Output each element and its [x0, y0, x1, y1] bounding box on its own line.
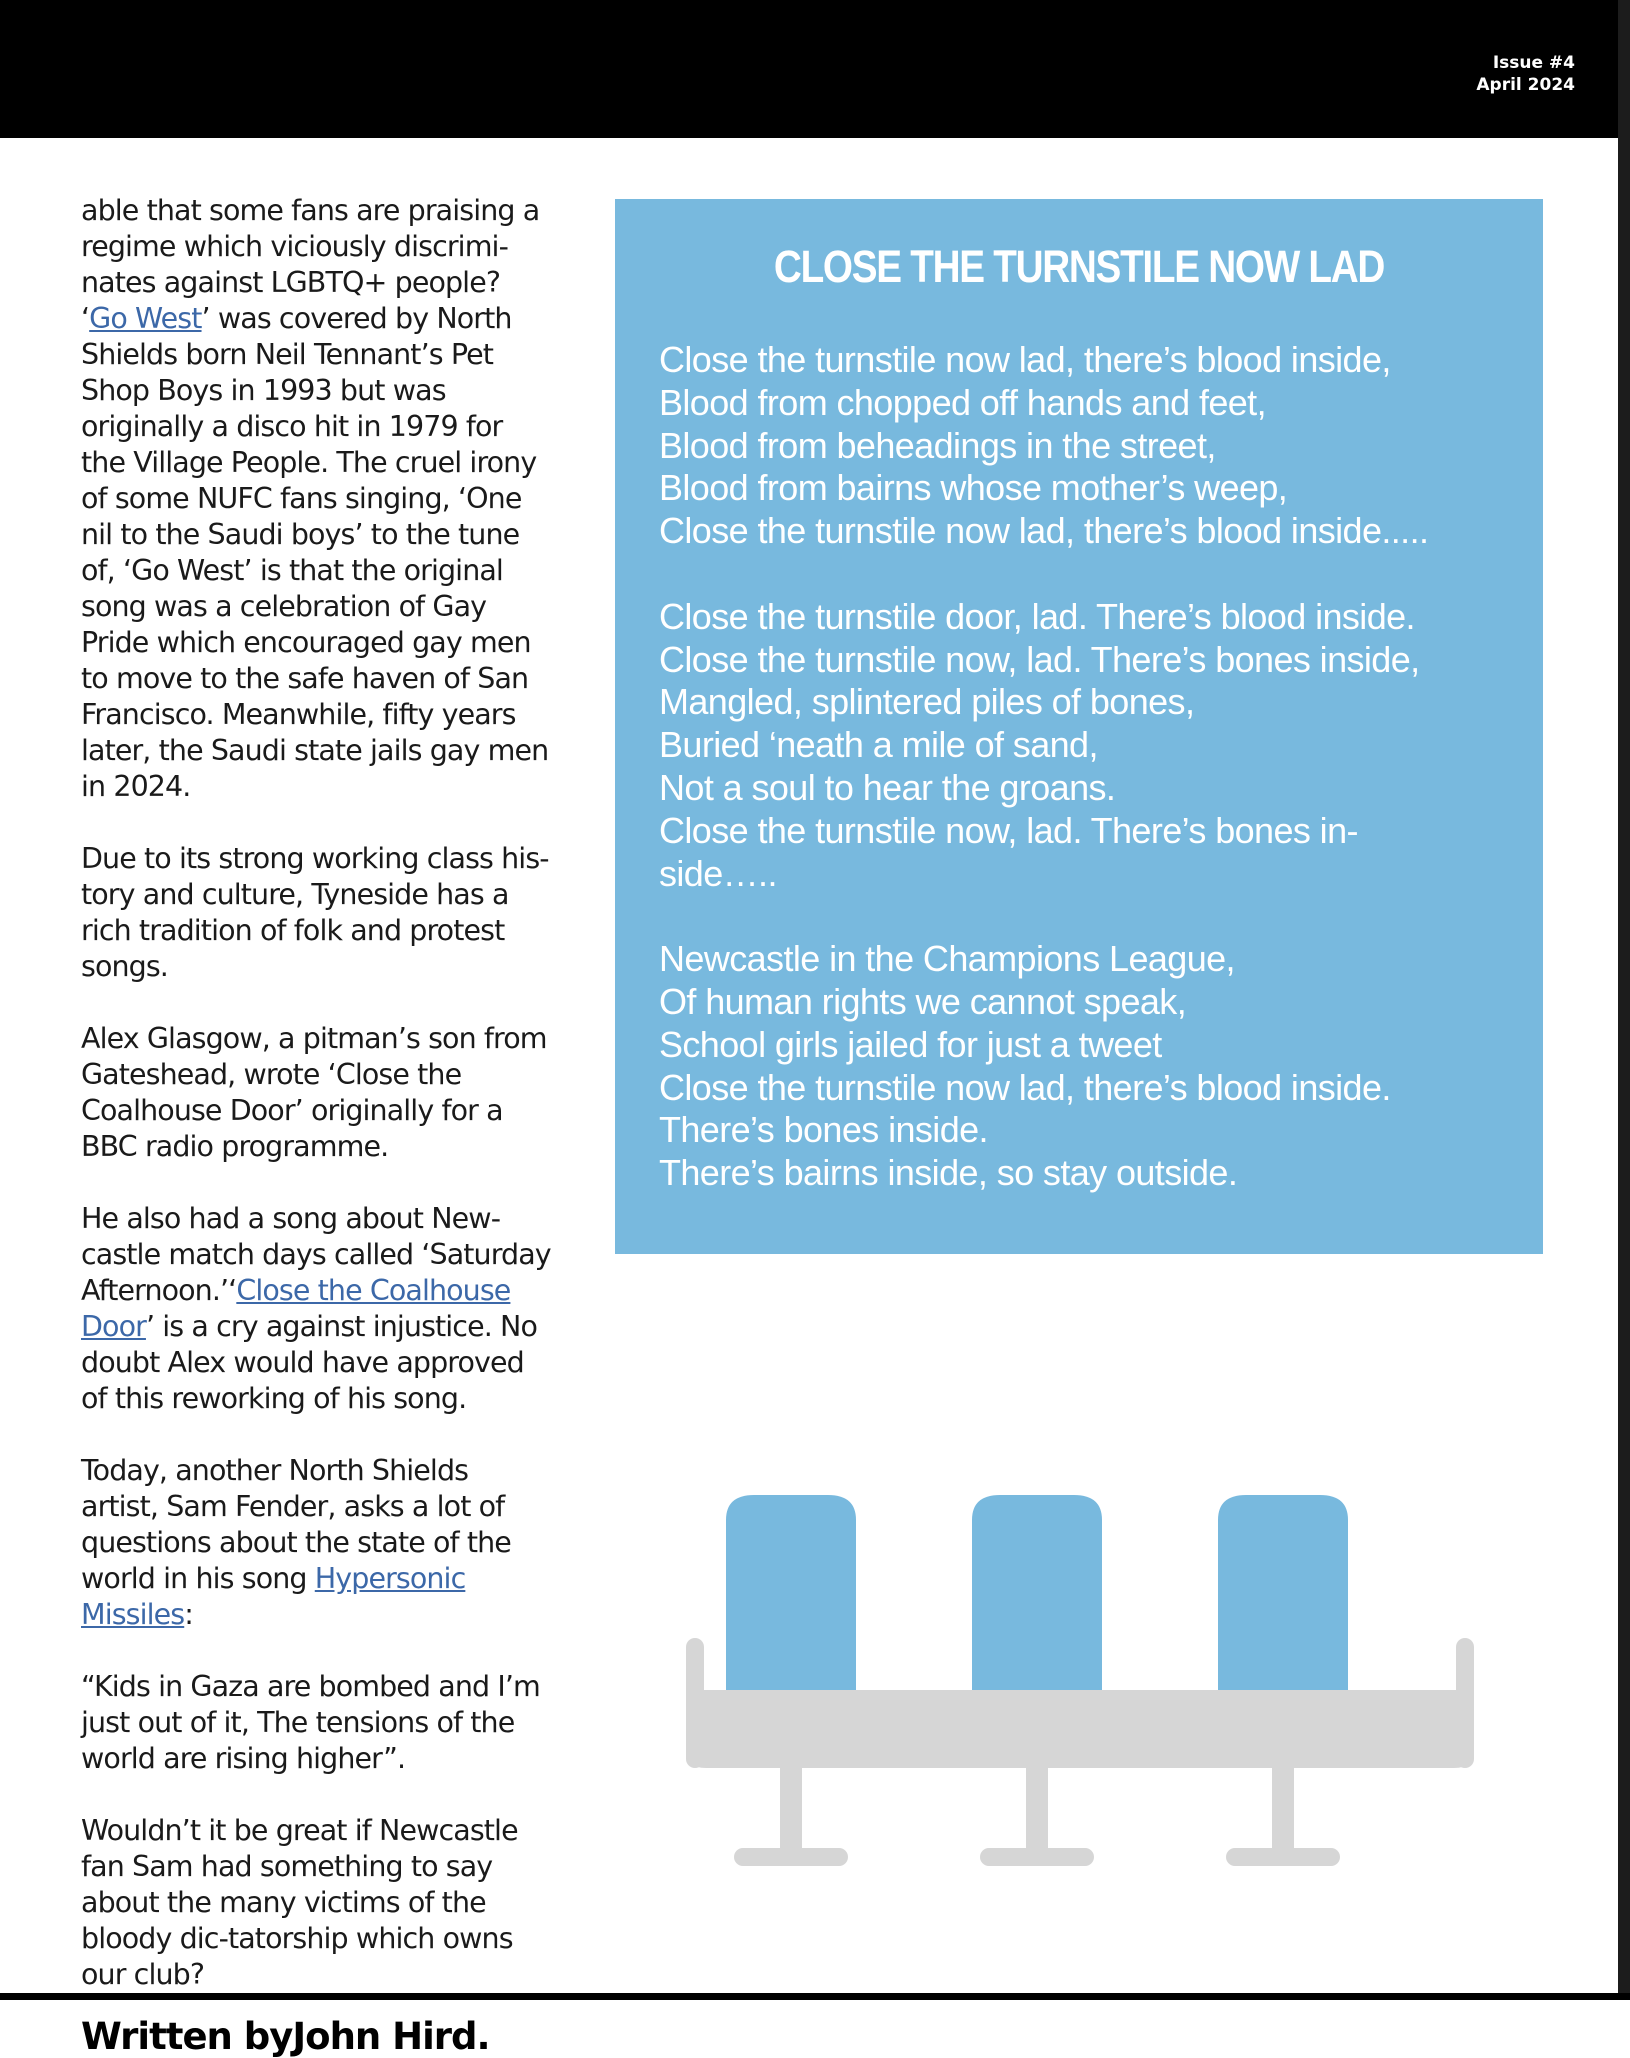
article-paragraph	[81, 1201, 551, 1417]
article-paragraph	[81, 1453, 551, 1633]
poem-line: Not a soul to hear the groans.	[659, 766, 1116, 808]
paragraph-text: ’ is a cry against injustice. No doubt Alex would have approved of this reworking of his song.	[81, 1310, 537, 1415]
article-paragraph: “Kids in Gaza are bombed and I’m just out of it, The tensions of the world are rising higher”.	[81, 1670, 540, 1775]
poem-line: Blood from beheadings in the street,	[659, 424, 1216, 466]
paragraph-text: ’ was covered by North Shields born Neil Tennant’s Pet Shop Boys in 1993 but was originally a disco hit in 1979 for the Village People. The cruel irony of some NUFC fans singing, ‘One nil to the Saudi boys’ to the tune of, ‘Go West’ is that the original song was a celebration of Gay Pride which encouraged gay men to move to the safe haven of San Francisco. Meanwhile, fifty years later, the Saudi state jails gay men in 2024.	[81, 302, 549, 803]
article-paragraph: Alex Glasgow, a pitman’s son from Gateshead, wrote ‘Close the Coalhouse Door’ originally for a BBC radio programme.	[81, 1022, 547, 1163]
article-paragraph: Wouldn’t it be great if Newcastle fan Sam had something to say about the many victims of the bloody dic-tatorship which owns our club?	[81, 1814, 518, 1991]
poem-line: School girls jailed for just a tweet	[659, 1023, 1162, 1065]
hypersonic-missiles-link[interactable]: Hypersonic Missiles	[81, 1562, 466, 1631]
poem-title: CLOSE THE TURNSTILE NOW LAD	[773, 241, 1385, 292]
issue-date: April 2024	[1476, 75, 1575, 95]
close-the-coalhouse-door-link[interactable]: Close the Coalhouse Door	[81, 1274, 511, 1343]
stadium-seats-icon	[680, 1480, 1480, 1880]
paragraph-text: He also had a song about New-castle match days called ‘Saturday Afternoon.’‘	[81, 1202, 551, 1307]
issue-number: Issue #4	[1492, 53, 1575, 73]
poem-stanza-3	[659, 938, 1529, 1195]
poem-box	[615, 199, 1543, 1254]
poem-line: There’s bairns inside, so stay outside.	[659, 1152, 1238, 1194]
poem-line: Blood from bairns whose mother’s weep,	[659, 467, 1288, 509]
issue-info	[1476, 52, 1575, 96]
page-header	[0, 0, 1630, 138]
page-edge	[1618, 0, 1630, 2000]
poem-line: Close the turnstile now, lad. There’s bones in-	[659, 809, 1358, 851]
poem-line: Buried ‘neath a mile of sand,	[659, 724, 1098, 766]
go-west-link[interactable]: Go West	[89, 302, 202, 335]
author-byline: Written byJohn Hird.	[81, 2015, 490, 2058]
poem-stanza-1	[659, 339, 1529, 553]
poem-line: side…..	[659, 852, 777, 894]
page-bottom-edge	[0, 1993, 1630, 2000]
article-paragraph	[81, 193, 551, 805]
poem-line: Newcastle in the Champions League,	[659, 938, 1235, 980]
poem-line: Close the turnstile now lad, there’s blood inside,	[659, 339, 1391, 380]
article-paragraph: Due to its strong working class his-tory and culture, Tyneside has a rich tradition of folk and protest songs.	[81, 842, 549, 983]
poem-line: Close the turnstile now lad, there’s blood inside.	[659, 1066, 1391, 1108]
paragraph-text: :	[184, 1598, 193, 1631]
poem-line: Close the turnstile door, lad. There’s blood inside.	[659, 595, 1415, 637]
poem-line: Close the turnstile now lad, there’s blood inside.....	[659, 510, 1429, 552]
poem-stanza-2	[659, 596, 1529, 896]
poem-line: Blood from chopped off hands and feet,	[659, 381, 1266, 423]
article-body	[81, 193, 551, 2058]
paragraph-text: able that some fans are praising a regime which viciously discrimi-nates against LGBTQ+ people? ‘	[81, 194, 540, 335]
poem-line: Of human rights we cannot speak,	[659, 980, 1187, 1022]
poem-line: Close the turnstile now, lad. There’s bones inside,	[659, 638, 1420, 680]
poem-line: There’s bones inside.	[659, 1109, 988, 1151]
poem-text	[659, 339, 1529, 1238]
paragraph-text: Today, another North Shields artist, Sam Fender, asks a lot of questions about the state of the world in his song	[81, 1454, 511, 1595]
poem-line: Mangled, splintered piles of bones,	[659, 681, 1195, 723]
